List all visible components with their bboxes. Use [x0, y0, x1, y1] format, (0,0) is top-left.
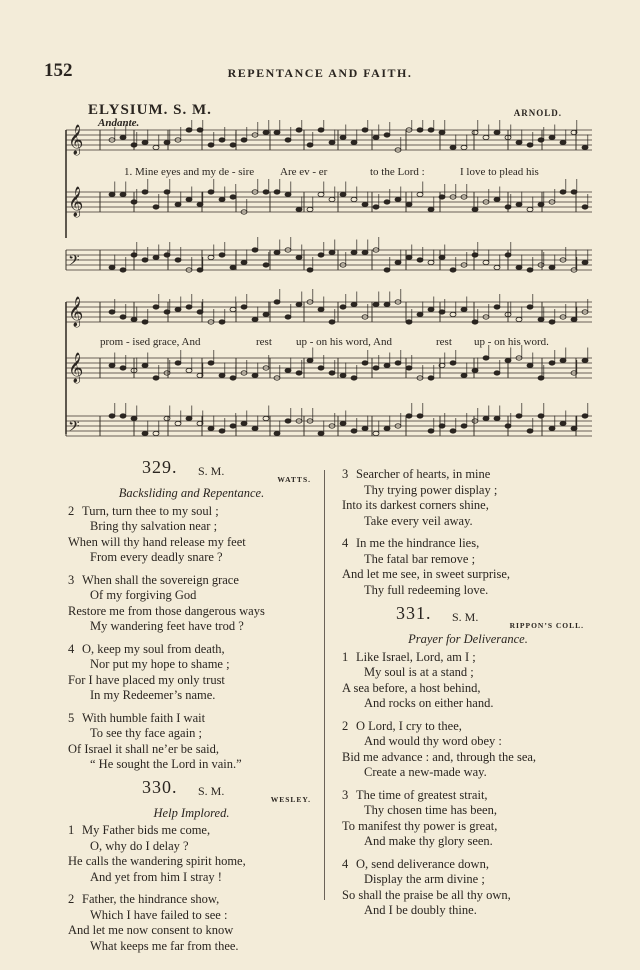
- stanza: [64, 711, 319, 773]
- verse-line: He calls the wandering spirit home,: [68, 854, 246, 868]
- verse-line: My soul is at a stand ;: [364, 665, 474, 679]
- stanza-number: 4: [68, 641, 75, 656]
- svg-text:𝄞: 𝄞: [68, 353, 84, 383]
- verse-line: Of my forgiving God: [90, 588, 197, 602]
- verse-line: 5 With humble faith I wait: [68, 710, 206, 725]
- tune-name: ELYSIUM. S. M.: [88, 102, 212, 118]
- verse-line: And I be doubly thine.: [364, 903, 477, 917]
- svg-text:𝄞: 𝄞: [68, 125, 84, 155]
- stanza-number: 4: [342, 536, 349, 550]
- stanza: [64, 573, 319, 635]
- hymn-author: RIPPON’S COLL.: [509, 621, 584, 630]
- verse-line: 2 Father, the hindrance show,: [68, 892, 220, 906]
- verse-line: To manifest thy power is great,: [342, 818, 498, 833]
- hymn-subtitle: Help Implored.: [153, 805, 230, 820]
- hymn-meter: S. M.: [452, 610, 479, 624]
- stanza: [64, 892, 319, 954]
- verse-line: 3 When shall the sovereign grace: [68, 572, 239, 587]
- stanza-number: 2: [68, 892, 75, 906]
- verse-line: Into its darkest corners shine,: [342, 498, 489, 512]
- verse-line: 2 O Lord, I cry to thee,: [342, 718, 462, 733]
- hymn-number: 330.: [142, 776, 178, 797]
- verse-line: The fatal bar remove ;: [364, 551, 476, 566]
- verse-line: Of Israel it shall ne’er be said,: [68, 741, 219, 756]
- verse-line: Which I have failed to see :: [90, 907, 228, 922]
- tempo-marking: Andante.: [98, 117, 140, 129]
- stanza-number: 3: [342, 467, 349, 481]
- hymn-329: [64, 457, 319, 773]
- hymn-330: [64, 776, 319, 955]
- stanza-number: 3: [68, 572, 75, 587]
- tune-composer: ARNOLD.: [513, 108, 562, 118]
- hymn-meter: S. M.: [198, 464, 225, 478]
- page-number: 152: [44, 60, 73, 81]
- verse-line: 1 My Father bids me come,: [68, 823, 211, 837]
- verse-line: When will thy hand release my feet: [68, 534, 246, 549]
- left-column: [64, 457, 319, 961]
- right-column: [338, 467, 598, 926]
- verse-line: And would thy word obey :: [364, 734, 502, 748]
- hymn-subtitle: Backsliding and Repentance.: [118, 486, 265, 500]
- verse-line: To see thy face again ;: [90, 726, 202, 740]
- verse-line: In my Redeemer’s name.: [90, 688, 216, 702]
- stanza: [338, 467, 598, 529]
- stanza-number: 4: [342, 856, 349, 871]
- verse-line: Take every veil away.: [364, 513, 473, 528]
- verse-line: 4 O, keep my soul from death,: [68, 641, 225, 656]
- verse-line: And yet from him I stray !: [90, 869, 222, 884]
- verse-line: For I have placed my only trust: [68, 672, 225, 687]
- verse-line: And let me now consent to know: [68, 923, 234, 937]
- verse-line: What keeps me far from thee.: [90, 938, 239, 953]
- stanza-number: 2: [342, 718, 349, 733]
- hymn-meter: S. M.: [198, 783, 225, 798]
- hymn-author: WATTS.: [277, 475, 311, 484]
- verse-line: And rocks on either hand.: [364, 696, 494, 710]
- stanza-number: 2: [68, 503, 75, 518]
- verse-line: My wandering feet have trod ?: [90, 619, 244, 633]
- stanza: [338, 536, 598, 598]
- verse-line: Restore me from those dangerous ways: [68, 603, 265, 618]
- svg-text:𝄢: 𝄢: [68, 418, 80, 439]
- svg-text:𝄢: 𝄢: [68, 252, 80, 273]
- running-title: REPENTANCE AND FAITH.: [227, 66, 413, 80]
- hymn-331: [338, 603, 598, 919]
- stanza: [338, 857, 598, 919]
- verse-line: And make thy glory seen.: [364, 834, 493, 848]
- hymn-subtitle: Prayer for Deliverance.: [408, 632, 528, 646]
- verse-line: O, why do I delay ?: [90, 838, 189, 853]
- stanza: [338, 788, 598, 850]
- stanza-number: 1: [68, 823, 75, 837]
- stanza: [338, 719, 598, 781]
- verse-line: A sea before, a host behind,: [342, 680, 481, 695]
- hymn-number: 331.: [396, 603, 432, 623]
- verse-line: Thy chosen time has been,: [364, 803, 497, 817]
- verse-line: Thy trying power display ;: [364, 482, 498, 497]
- stanza-number: 1: [342, 649, 349, 664]
- verse-line: Bring thy salvation near ;: [90, 519, 218, 533]
- verse-line: Create a new-made way.: [364, 765, 487, 779]
- verse-line: Bid me advance : and, through the sea,: [342, 749, 537, 764]
- verse-line: 4 In me the hindrance lies,: [342, 536, 480, 550]
- stanza: [64, 823, 319, 885]
- stanza: [338, 650, 598, 712]
- stanza-number: 5: [68, 710, 75, 725]
- svg-text:𝄞: 𝄞: [68, 297, 84, 327]
- stanza-number: 3: [342, 787, 349, 802]
- verse-line: So shall the praise be all thy own,: [342, 887, 511, 902]
- stanza: [64, 642, 319, 704]
- svg-text:𝄞: 𝄞: [68, 187, 84, 217]
- verse-line: Display the arm divine ;: [364, 872, 485, 886]
- column-divider: [324, 470, 325, 900]
- verse-line: “ He sought the Lord in vain.”: [90, 757, 242, 771]
- verse-line: 2 Turn, turn thee to my soul ;: [68, 503, 219, 518]
- hymn-number: 329.: [142, 457, 178, 477]
- verse-line: 3 The time of greatest strait,: [342, 787, 488, 802]
- verse-line: From every deadly snare ?: [90, 550, 223, 564]
- verse-line: Nor put my hope to shame ;: [90, 657, 230, 671]
- stanza: [64, 504, 319, 566]
- verse-line: Thy full redeeming love.: [364, 582, 489, 597]
- verse-line: 1 Like Israel, Lord, am I ;: [342, 649, 476, 664]
- hymn-author: WESLEY.: [270, 794, 311, 804]
- verse-line: And let me see, in sweet surprise,: [342, 567, 511, 581]
- verse-line: 4 O, send deliverance down,: [342, 856, 489, 871]
- verse-line: 3 Searcher of hearts, in mine: [342, 467, 491, 481]
